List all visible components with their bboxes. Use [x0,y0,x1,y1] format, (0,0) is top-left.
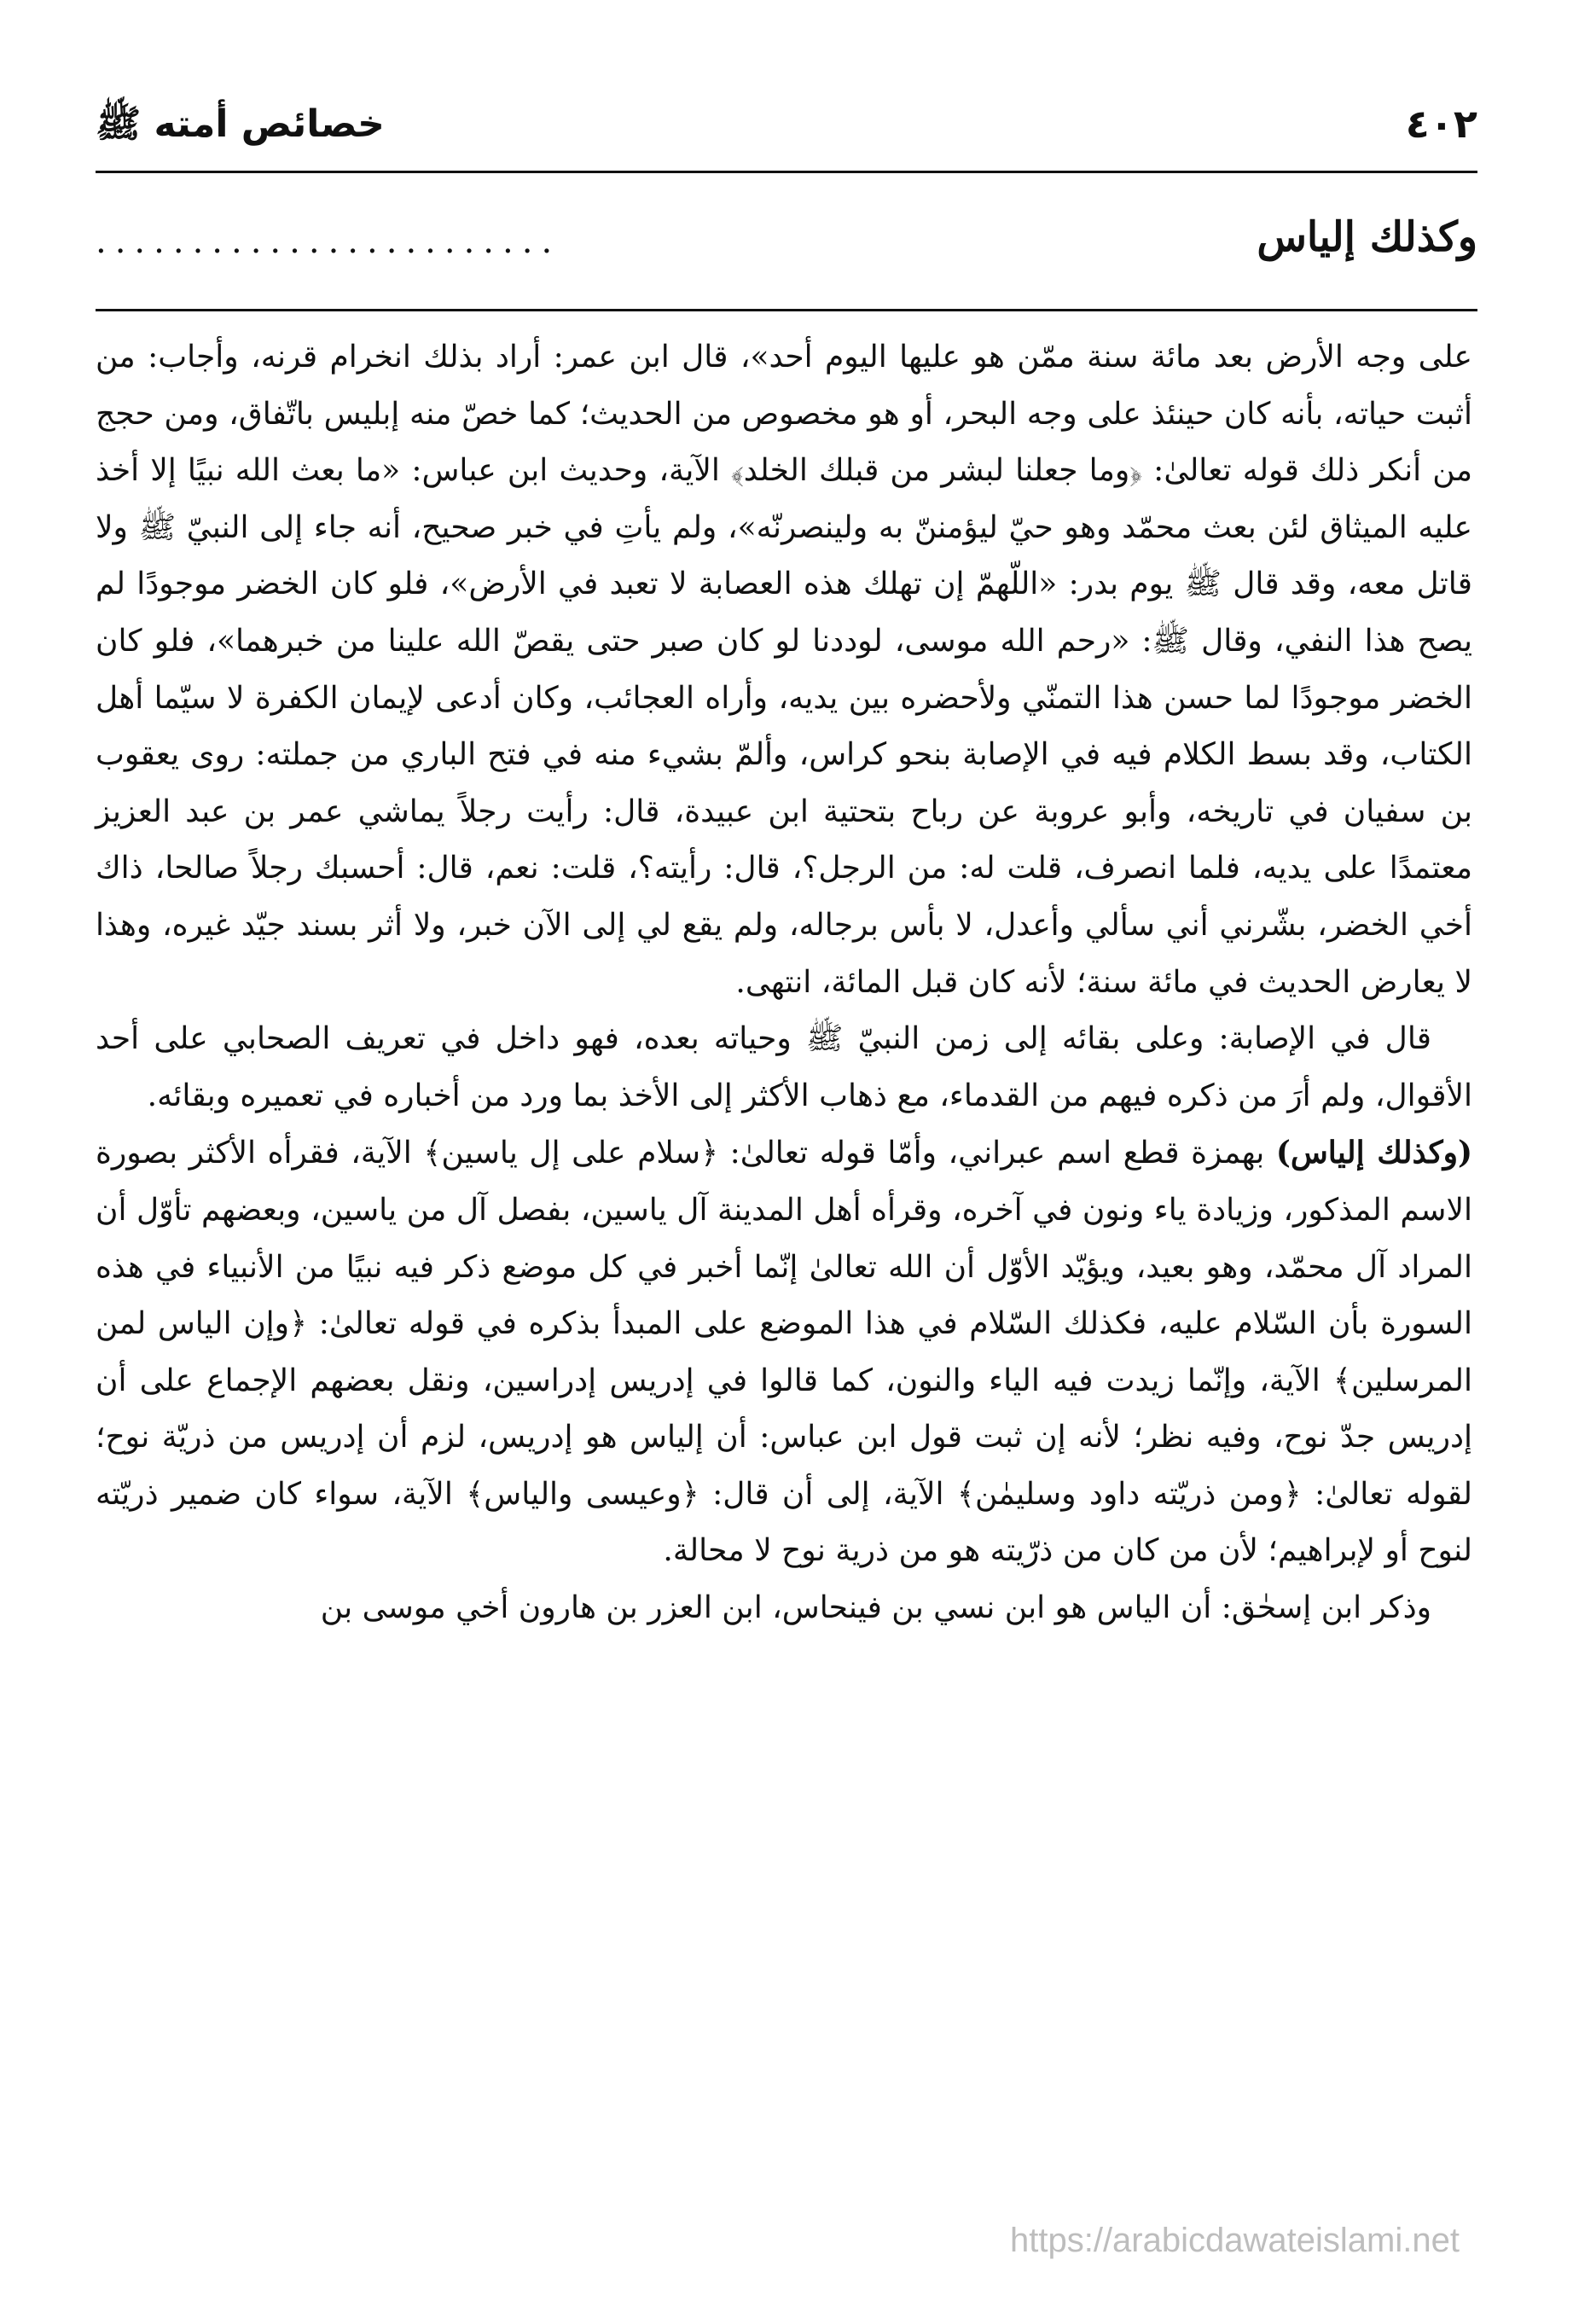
running-title: خصائص أمته ﷺ [96,102,385,146]
paragraph-1: على وجه الأرض بعد مائة سنة ممّن هو عليها اليوم أحد»، قال ابن عمر: أراد بذلك انخرام قرنه، وأجاب: من أثبت حياته، بأنه كان حينئذ على وجه البحر، أو هو مخصوص من الحديث؛ كما خصّ منه إبليس باتّفاق، ومن حجج من أنكر ذلك قوله تعالىٰ: ﴿وما جعلنا لبشر من قبلك الخلد﴾ الآية، وحديث ابن عباس: «ما بعث الله نبيًا إلا أخذ عليه الميثاق لئن بعث محمّد وهو حيّ ليؤمننّ به ولينصرنّه»، ولم يأتِ في خبر صحيح، أنه جاء إلى النبيّ ﷺ ولا قاتل معه، وقد قال ﷺ يوم بدر: «اللّهمّ إن تهلك هذه العصابة لا تعبد في الأرض»، فلو كان الخضر موجودًا لم يصح هذا النفي، وقال ﷺ: «رحم الله موسى، لوددنا لو كان صبر حتى يقصّ الله علينا من خبرهما»، فلو كان الخضر موجودًا لما حسن هذا التمنّي ولأحضره بين يديه، وأراه العجائب، وكان أدعى لإيمان الكفرة لا سيّما أهل الكتاب، وقد بسط الكلام فيه في الإصابة بنحو كراس، وألمّ بشيء منه في فتح الباري من جملته: روى يعقوب بن سفيان في تاريخه، وأبو عروبة عن رباح بتحتية ابن عبيدة، قال: رأيت رجلاً يماشي عمر بن عبد العزيز معتمدًا على يديه، فلما انصرف، قلت له: من الرجل؟، قال: رأيته؟، قلت: نعم، قال: أحسبك رجلاً صالحا، ذاك أخي الخضر، بشّرني أني سألي وأعدل، لا بأس برجاله، ولم يقع لي إلى الآن خبر، ولا أثر بسند جيّد غيره، وهذا لا يعارض الحديث في مائة سنة؛ لأنه كان قبل المائة، انتهى. [96,340,1472,1000]
paragraph-3-text: بهمزة قطع اسم عبراني، وأمّا قوله تعالىٰ: ﴿سلام على إل ياسين﴾ الآية، فقرأه الأكثر بصورة الاسم المذكور، وزيادة ياء ونون في آخره، وقرأه أهل المدينة آل ياسين، بفصل آل من ياسين، وبعضهم تأوّل أن المراد آل محمّد، وهو بعيد، ويؤيّد الأوّل أن الله تعالىٰ إنّما أخبر في كل موضع ذكر فيه نبيًا من الأنبياء في هذه السورة بأن السّلام عليه، فكذلك السّلام في هذا الموضع على المبدأ بذكره في قوله تعالىٰ: ﴿وإن الياس لمن المرسلين﴾ الآية، وإنّما زيدت فيه الياء والنون، كما قالوا في إدريس إدراسين، ونقل بعضهم الإجماع على أن إدريس جدّ نوح، وفيه نظر؛ لأنه إن ثبت قول ابن عباس: أن إلياس هو إدريس، لزم أن إدريس من ذريّة نوح؛ لقوله تعالىٰ: ﴿ومن ذريّته داود وسليمٰن﴾ الآية، إلى أن قال: ﴿وعيسى والياس﴾ الآية، سواء كان ضمير ذريّته لنوح أو لإبراهيم؛ لأن من كان من ذرّيته هو من ذرية نوح لا محالة. [96,1136,1472,1569]
section-divider [96,309,1477,311]
paragraph-3-lead: (وكذلك إلياس) [1275,1135,1473,1171]
page-header [96,94,1477,162]
page-number: ٤٠٢ [1405,101,1477,147]
paragraph-2: قال في الإصابة: وعلى بقائه إلى زمن النبيّ ﷺ وحياته بعده، فهو داخل في تعريف الصحابي على أحد الأقوال، ولم أرَ من ذكره فيهم من القدماء، مع ذهاب الأكثر إلى الأخذ بما ورد من أخباره في تعميره وبقائه. [96,1021,1472,1113]
paragraph-4: وذكر ابن إسحٰق: أن الياس هو ابن نسي بن فينحاس، ابن العزر بن هارون أخي موسى بن [320,1590,1431,1626]
section-title: وكذلك إلياس [1257,213,1477,261]
paragraph-3 [96,1124,1472,1580]
header-divider [96,171,1477,173]
body-text [96,329,1472,1637]
section-leader-dots: ........................ [96,222,561,261]
section-heading [96,213,1477,282]
watermark-url: https://arabicdawateislami.net [1010,2222,1460,2259]
